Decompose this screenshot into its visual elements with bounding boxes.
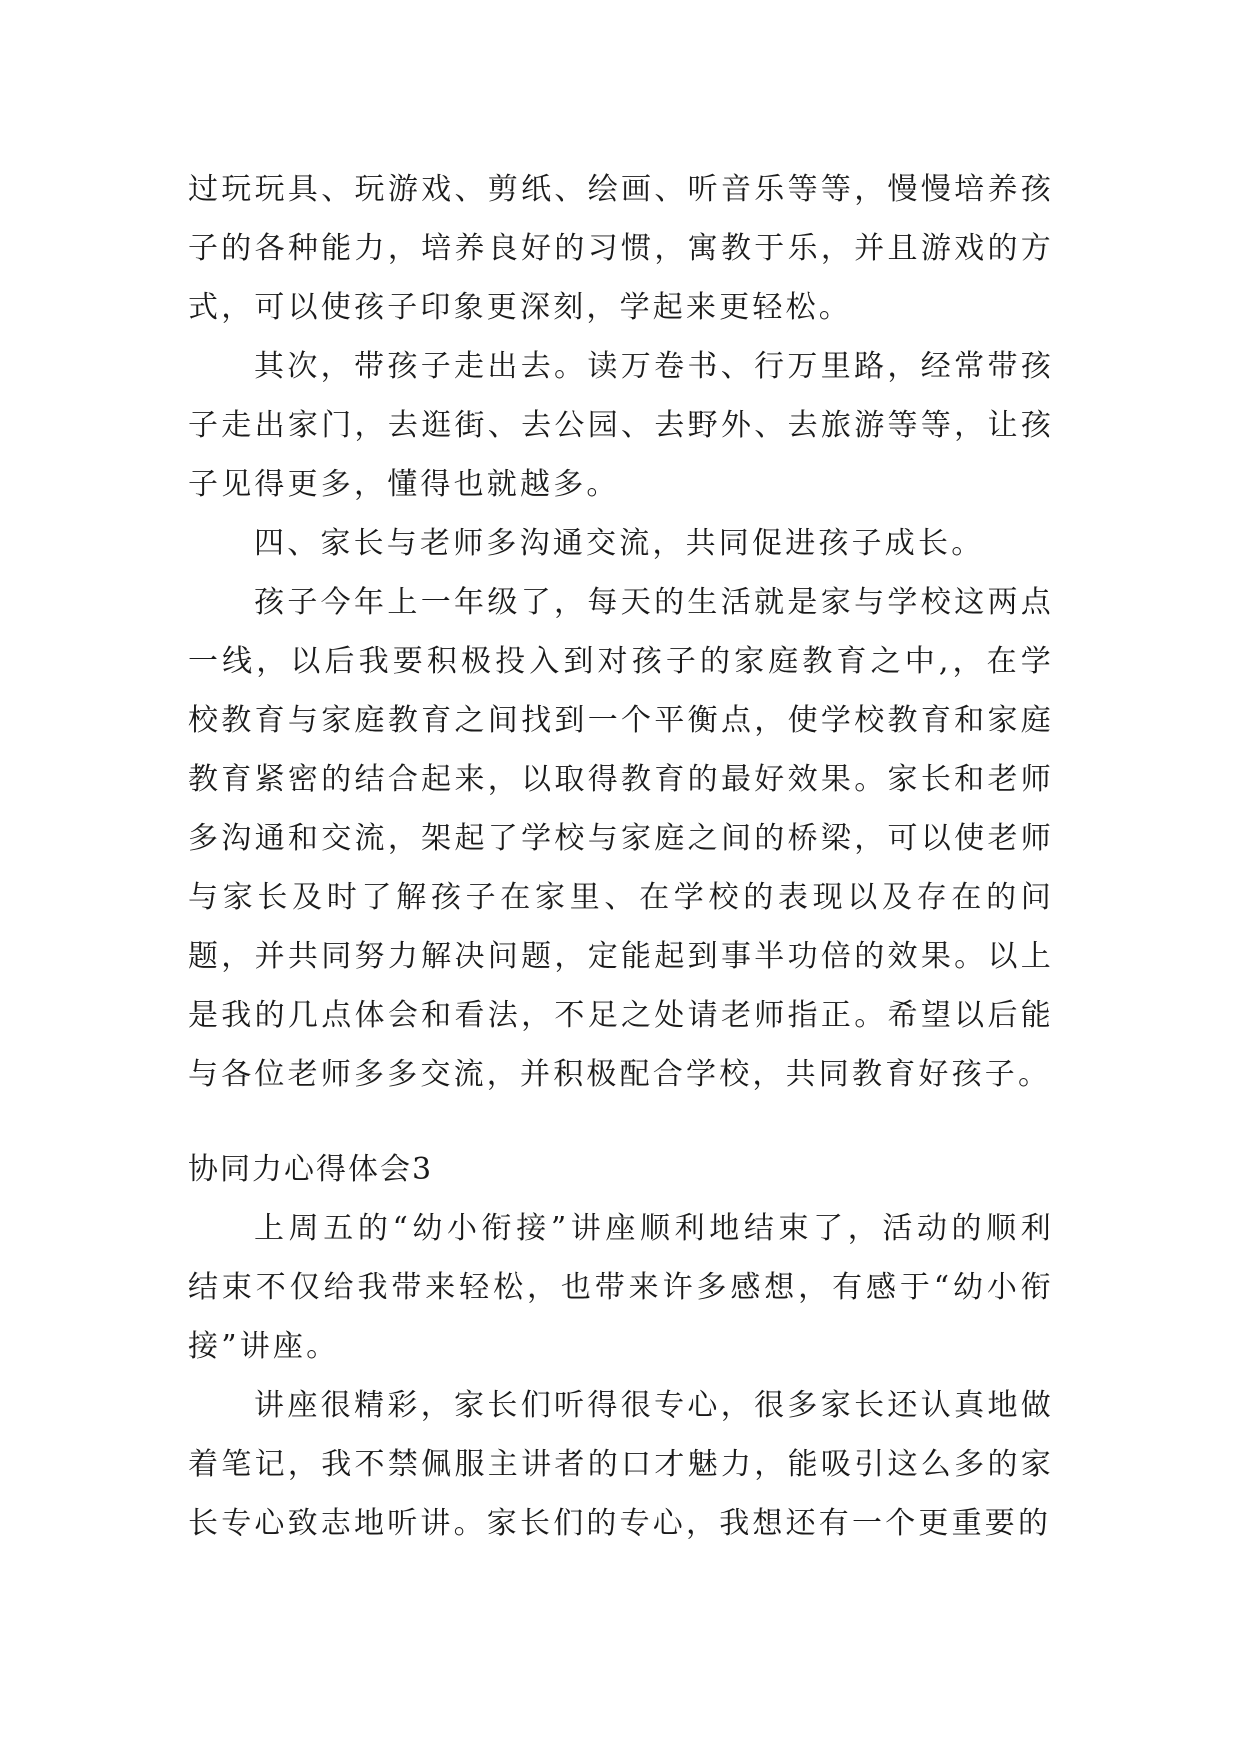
paragraph-6: 讲座很精彩，家长们听得很专心，很多家长还认真地做着笔记，我不禁佩服主讲者的口才魅力，能吸引这么多的家长专心致志地听讲。家长们的专心，我想还有一个更重要的 [188, 1388, 1054, 1541]
paragraph-3: 四、家长与老师多沟通交流，共同促进孩子成长。 [254, 526, 985, 561]
paragraph-1: 过玩玩具、玩游戏、剪纸、绘画、听音乐等等，慢慢培养孩子的各种能力，培养良好的习惯，寓教于乐，并且游戏的方式，可以使孩子印象更深刻，学起来更轻松。 [188, 172, 1054, 325]
document-body [188, 160, 1054, 1553]
paragraph-5: 上周五的“幼小衔接”讲座顺利地结束了，活动的顺利结束不仅给我带来轻松，也带来许多感想，有感于“幼小衔接”讲座。 [188, 1211, 1054, 1364]
section-spacer [188, 1104, 1054, 1140]
paragraph-4: 孩子今年上一年级了，每天的生活就是家与学校这两点一线，以后我要积极投入到对孩子的家庭教育之中,，在学校教育与家庭教育之间找到一个平衡点，使学校教育和家庭教育紧密的结合起来，以取得教育的最好效果。家长和老师多沟通和交流，架起了学校与家庭之间的桥梁，可以使老师与家长及时了解孩子在家里、在学校的表现以及存在的问题，并共同努力解决问题，定能起到事半功倍的效果。以上是我的几点体会和看法，不足之处请老师指正。希望以后能与各位老师多多交流，并积极配合学校，共同教育好孩子。 [188, 585, 1054, 1092]
paragraph-2: 其次，带孩子走出去。读万卷书、行万里路，经常带孩子走出家门，去逛街、去公园、去野外、去旅游等等，让孩子见得更多，懂得也就越多。 [188, 349, 1054, 502]
section-heading: 协同力心得体会3 [188, 1152, 434, 1187]
